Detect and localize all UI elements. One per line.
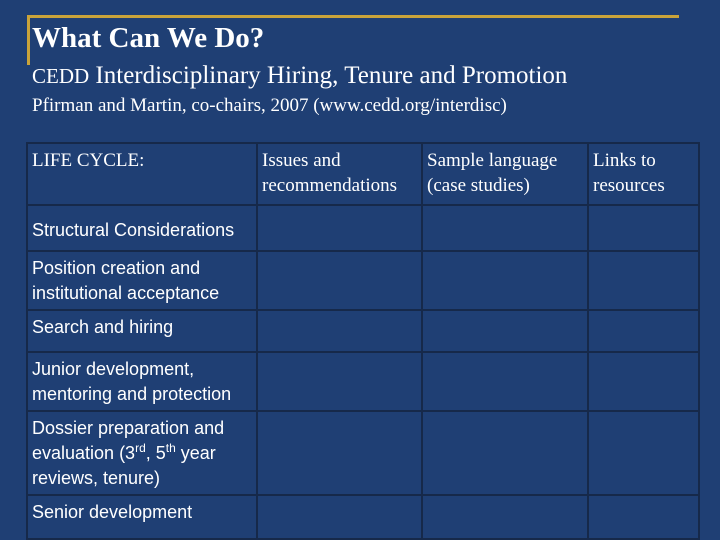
- table-cell: [422, 352, 588, 411]
- table-cell: [422, 411, 588, 495]
- table-row: [27, 205, 699, 251]
- table-row: [27, 310, 699, 352]
- table-cell: [588, 495, 699, 539]
- table-cell: [422, 251, 588, 310]
- table-row: [27, 495, 699, 539]
- table-cell: [257, 251, 422, 310]
- table-cell: [422, 205, 588, 251]
- table-cell: [588, 251, 699, 310]
- slide-byline: Pfirman and Martin, co-chairs, 2007 (www.cedd.org/interdisc): [32, 95, 507, 116]
- row-label-dossier: [27, 411, 257, 495]
- row-label-junior-development: Junior development, mentoring and protection: [27, 352, 257, 411]
- row-label-search-hiring: Search and hiring: [27, 310, 257, 352]
- slide-subtitle: [32, 62, 567, 90]
- table-header-row: [27, 143, 699, 205]
- table-cell: [588, 352, 699, 411]
- table-cell: [257, 205, 422, 251]
- lifecycle-table: [26, 142, 700, 540]
- row-label-senior-development: Senior development: [27, 495, 257, 539]
- title-accent-vertical: [27, 15, 30, 65]
- table-row: [27, 352, 699, 411]
- table-cell: [588, 205, 699, 251]
- table-row: [27, 411, 699, 495]
- table-cell: [257, 352, 422, 411]
- header-issues: Issues and recommendations: [257, 143, 422, 205]
- dossier-sup-rd: rd: [135, 441, 146, 455]
- dossier-text-c: year reviews, tenure): [32, 443, 216, 488]
- dossier-sup-th: th: [165, 441, 176, 455]
- header-life-cycle: LIFE CYCLE:: [27, 143, 257, 205]
- table-cell: [257, 495, 422, 539]
- table-cell: [422, 310, 588, 352]
- slide-title: What Can We Do?: [32, 22, 265, 54]
- dossier-text-b: , 5: [145, 443, 166, 463]
- title-accent-horizontal: [27, 15, 679, 18]
- row-label-structural: Structural Considerations: [27, 205, 257, 251]
- subtitle-text: Interdisciplinary Hiring, Tenure and Promotion: [89, 62, 568, 89]
- table-cell: [588, 411, 699, 495]
- header-links: Links to resources: [588, 143, 699, 205]
- dossier-text-a: Dossier preparation and evaluation (3: [32, 418, 225, 463]
- table-cell: [257, 411, 422, 495]
- header-sample-language: Sample language (case studies): [422, 143, 588, 205]
- table-cell: [422, 495, 588, 539]
- table-cell: [588, 310, 699, 352]
- table-cell: [257, 310, 422, 352]
- row-label-position-creation: Position creation and institutional acceptance: [27, 251, 257, 310]
- subtitle-prefix: CEDD: [32, 64, 90, 88]
- table-row: [27, 251, 699, 310]
